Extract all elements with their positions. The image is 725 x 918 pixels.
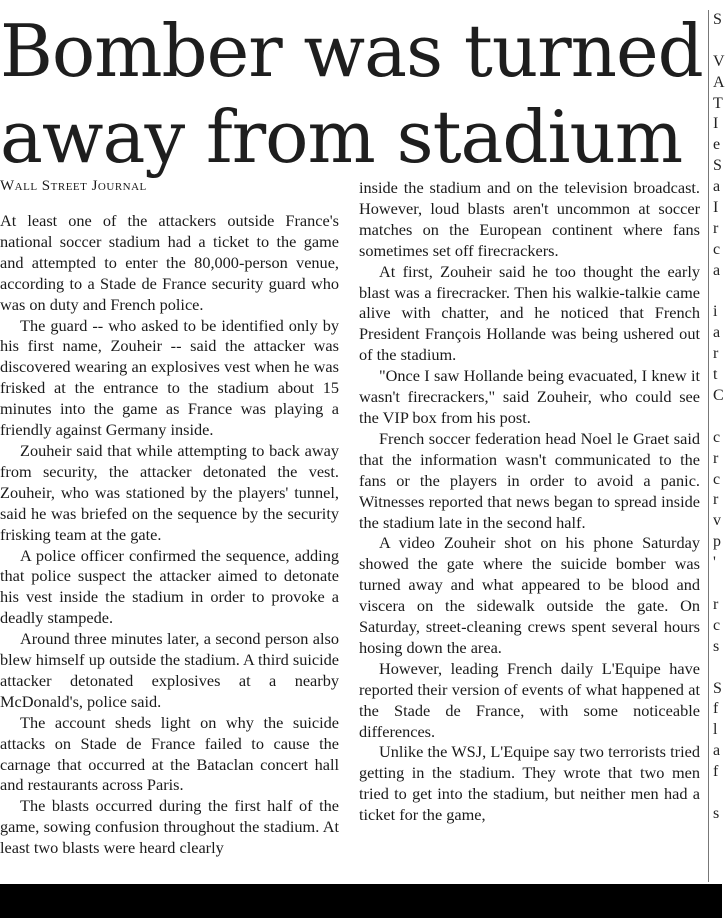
cropped-line-fragment: c bbox=[713, 470, 721, 488]
cropped-line-fragment: V bbox=[713, 52, 725, 70]
cropped-line-fragment: i bbox=[713, 303, 718, 321]
cropped-line-fragment bbox=[713, 574, 725, 595]
cropped-line-fragment: r bbox=[713, 345, 719, 363]
cropped-line-fragment: s bbox=[713, 804, 720, 822]
cropped-line-fragment: A bbox=[713, 73, 725, 91]
cropped-line-fragment: e bbox=[713, 136, 721, 154]
cropped-line-fragment: I bbox=[713, 115, 719, 133]
cropped-line-fragment: r bbox=[713, 595, 719, 613]
paragraph: French soccer federation head Noel le Graet said that the information wasn't communicated to the fans or the players in order to avoid a panic. Witnesses reported that news began to spread inside the stadium late in the second half. bbox=[359, 428, 700, 532]
cropped-line-fragment: p bbox=[713, 533, 721, 551]
paragraph: A police officer confirmed the sequence, adding that police suspect the attacker aimed to detonate his vest inside the stadium in order to provoke a deadly stampede. bbox=[0, 545, 339, 628]
paragraph: The guard -- who asked to be identified only by his first name, Zouheir -- said the attacker was discovered wearing an explosives vest when he was frisked at the entrance to the stadium about 15 minutes into the game as France was playing a friendly against Germany inside. bbox=[0, 315, 339, 440]
article-column-2 bbox=[359, 178, 700, 826]
paragraph: The account sheds light on why the suicide attacks on Stade de France failed to cause the carnage that occurred at the Bataclan concert hall and restaurants across Paris. bbox=[0, 712, 339, 795]
cropped-line-fragment: l bbox=[713, 721, 718, 739]
paragraph: A video Zouheir shot on his phone Saturday showed the gate where the suicide bomber was turned away and what appeared to be blood and viscera on the sidewalk outside the gate. On Saturday, street-cleaning crews spent several hours hosing down the area. bbox=[359, 533, 700, 657]
paragraph: inside the stadium and on the television broadcast. However, loud blasts aren't uncommon at soccer matches on the European continent where fans sometimes set off firecrackers. bbox=[359, 178, 700, 260]
article-column-3-cropped bbox=[713, 10, 725, 825]
paragraph: The blasts occurred during the first half of the game, sowing confusion throughout the stadium. At least two blasts were heard clearly bbox=[0, 796, 339, 858]
column-divider bbox=[708, 10, 709, 882]
cropped-line-fragment: a bbox=[713, 261, 721, 279]
article-column-1 bbox=[0, 211, 339, 859]
headline: Bomber was turned away from stadium bbox=[0, 9, 703, 179]
cropped-line-fragment bbox=[713, 658, 725, 679]
cropped-line-fragment: a bbox=[713, 178, 721, 196]
paragraph: At least one of the attackers outside France's national soccer stadium had a ticket to the game and attempted to enter the 80,000-person venue, according to a Stade de France security guard who was on duty and French police. bbox=[0, 211, 339, 314]
cropped-line-fragment: v bbox=[713, 512, 721, 530]
cropped-line-fragment: f bbox=[713, 763, 719, 781]
cropped-line-fragment: a bbox=[713, 742, 721, 760]
cropped-line-fragment bbox=[713, 407, 725, 428]
cropped-line-fragment: S bbox=[713, 679, 722, 697]
cropped-line-fragment: r bbox=[713, 449, 719, 467]
paragraph: Around three minutes later, a second person also blew himself up outside the stadium. A third suicide attacker detonated explosives at a nearby McDonald's, police said. bbox=[0, 629, 339, 711]
cropped-line-fragment: r bbox=[713, 491, 719, 509]
cropped-line-fragment: r bbox=[713, 219, 719, 237]
paragraph: Zouheir said that while attempting to back away from security, the attacker detonated the vest. Zouheir, who was stationed by the players' tunnel, said he was briefed on the sequence by the security frisking team at the gate. bbox=[0, 440, 339, 544]
cropped-line-fragment: c bbox=[713, 428, 721, 446]
cropped-line-fragment: I bbox=[713, 199, 719, 217]
cropped-line-fragment: ' bbox=[713, 554, 716, 572]
bottom-black-bar bbox=[0, 884, 722, 918]
cropped-line-fragment: S bbox=[713, 157, 722, 175]
paragraph: "Once I saw Hollande being evacuated, I knew it wasn't firecrackers," said Zouheir, who could see the VIP box from his post. bbox=[359, 366, 700, 427]
cropped-line-fragment: t bbox=[713, 366, 718, 384]
cropped-line-fragment: s bbox=[713, 637, 720, 655]
cropped-line-fragment: c bbox=[713, 240, 721, 258]
cropped-line-fragment bbox=[713, 783, 725, 804]
paragraph: Unlike the WSJ, L'Equipe say two terrorists tried getting in the stadium. They wrote that two men tried to get into the stadium, but neither men had a ticket for the game, bbox=[359, 742, 700, 825]
cropped-line-fragment: c bbox=[713, 616, 721, 634]
cropped-line-fragment: a bbox=[713, 324, 721, 342]
cropped-line-fragment: T bbox=[713, 94, 723, 112]
cropped-line-fragment: C bbox=[713, 387, 724, 405]
paragraph: However, leading French daily L'Equipe have reported their version of events of what happened at the Stade de France, with some noticeable differences. bbox=[359, 658, 700, 741]
cropped-line-fragment bbox=[713, 31, 725, 52]
cropped-line-fragment bbox=[713, 282, 725, 303]
cropped-line-fragment: f bbox=[713, 700, 719, 718]
byline: Wall Street Journal bbox=[0, 178, 147, 194]
paragraph: At first, Zouheir said he too thought the early blast was a firecracker. Then his walkie-talkie came alive with chatter, and he noticed that French President François Hollande was being ushered out of the stadium. bbox=[359, 261, 700, 365]
cropped-line-fragment: S bbox=[713, 11, 722, 28]
